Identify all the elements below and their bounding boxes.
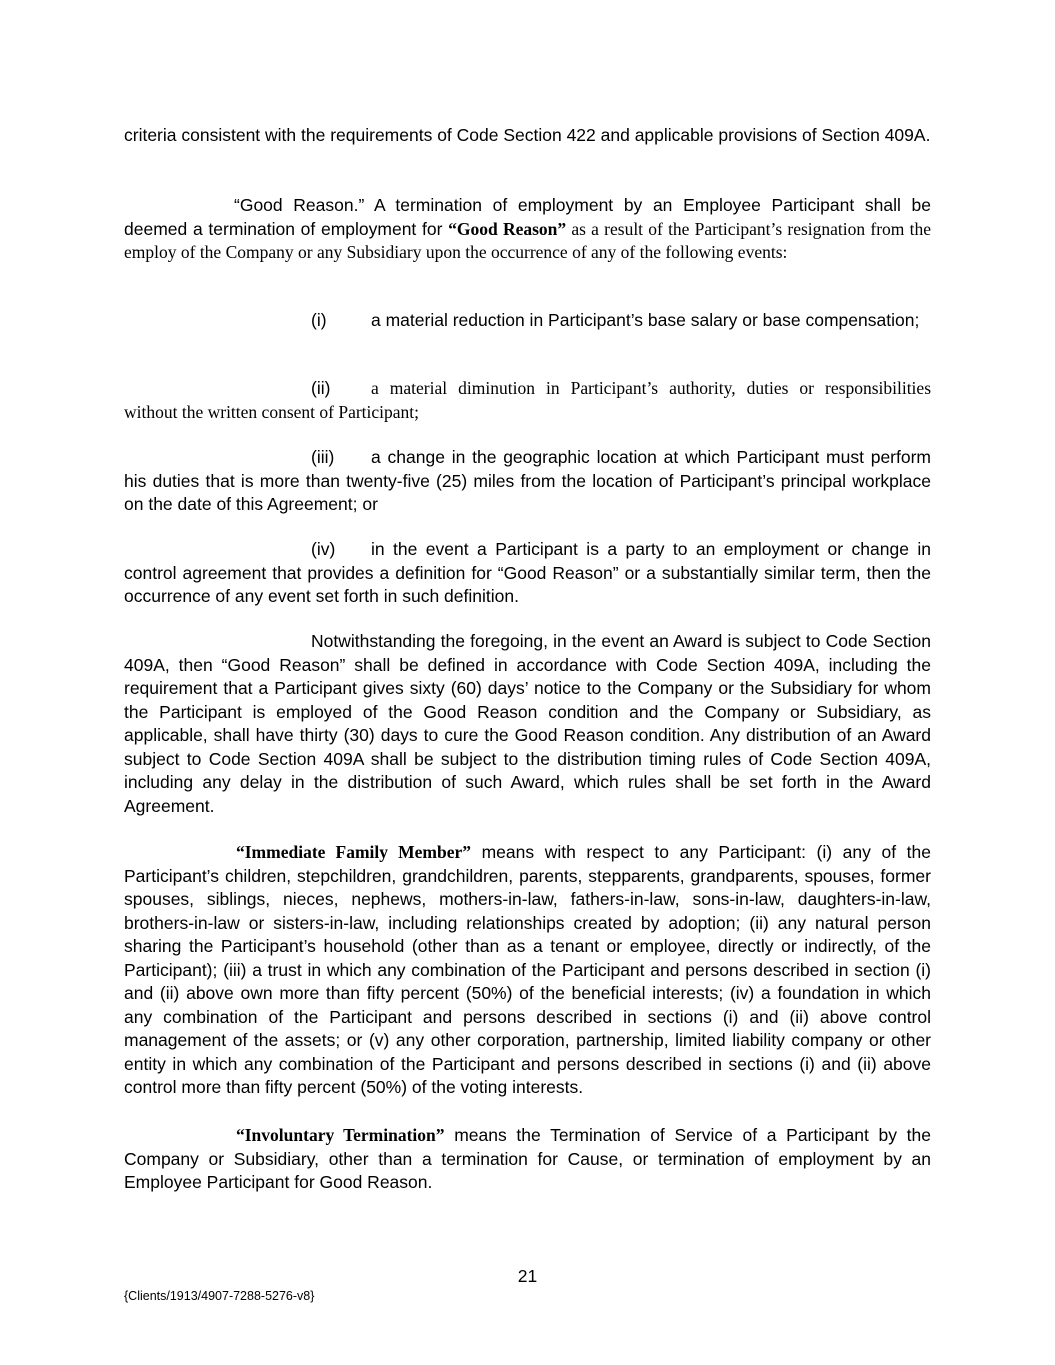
paragraph-text: Notwithstanding the foregoing, in the event an Award is subject to Code Section 409A, then “Good Reason” shall be defined in accordance with Code Section 409A, including the requirement that a Participant gives sixty (60) days’ notice to the Company or the Subsidiary for whom the Participant is employed of the Good Reason condition and the Company or Subsidiary, as applicable, shall have thirty (30) days to cure the Good Reason condition. Any distribution of an Award subject to Code Section 409A shall be subject to the distribution timing rules of Code Section 409A, including any delay in the distribution of such Award, which rules shall be set forth in the Award Agreement. xyxy=(124,631,931,816)
page-number: 21 xyxy=(517,1266,538,1286)
list-label: (iv) xyxy=(311,539,336,559)
list-label: (iii) xyxy=(311,447,335,467)
list-item-iii xyxy=(124,446,931,517)
paragraph-text: A termination of employment by an Employee Participant shall be deemed a termination of employment for xyxy=(124,195,932,239)
defined-term-bold: “Involuntary Termination” xyxy=(236,1125,445,1145)
list-text: in the event a Participant is a party to an employment or change in control agreement that provides a definition for “Good Reason” or a substantially similar term, then the occurrence of any event set forth in such definition. xyxy=(124,539,931,606)
list-item-iv xyxy=(124,538,931,609)
paragraph-notwithstanding xyxy=(124,630,931,818)
paragraph-text: as a result of the Participant’s resignation from the employ of the Company or any Subsidiary upon the occurrence of any of the following events: xyxy=(124,218,931,262)
paragraph-text: criteria consistent with the requirements of Code Section 422 and applicable provisions of Section 409A. xyxy=(124,125,931,145)
document-id: {Clients/1913/4907-7288-5276-v8} xyxy=(124,1289,315,1303)
paragraph-good-reason xyxy=(124,194,931,265)
list-text: a material diminution in Participant’s authority, duties or responsibilities without the written consent of Participant; xyxy=(124,378,931,422)
list-text: a change in the geographic location at which Participant must perform his duties that is more than twenty-five (25) miles from the location of Participant’s principal workplace on the date of this Agreement; or xyxy=(124,447,931,514)
paragraph-involuntary-termination xyxy=(124,1124,931,1195)
list-item-i xyxy=(124,309,931,333)
list-label: (i) xyxy=(311,310,327,330)
paragraph-text: means the Termination of Service of a Participant by the Company or Subsidiary, other than a termination for Cause, or termination of employment by an Employee Participant for Good Reason. xyxy=(124,1125,931,1192)
paragraph-text: means with respect to any Participant: (i) any of the Participant’s children, stepchildren, grandchildren, parents, stepparents, grandparents, spouses, former spouses, siblings, nieces, nephews, mothers-in-law, fathers-in-law, sons-in-law, daughters-in-law, brothers-in-law or sisters-in-law, including relationships created by adoption; (ii) any natural person sharing the Participant’s household (other than as a tenant or employee, directly or indirectly, of the Participant); (iii) a trust in which any combination of the Participant and persons described in section (i) and (ii) above own more than fifty percent (50%) of the beneficial interests; (iv) a foundation in which any combination of the Participant and persons described in sections (i) and (ii) above control management of the assets; or (v) any other corporation, partnership, limited liability company or other entity in which any combination of the Participant and persons described in sections (i) and (ii) above control more than fifty percent (50%) of the voting interests. xyxy=(124,842,931,1097)
defined-term-bold: “Immediate Family Member” xyxy=(236,842,472,862)
paragraph-continuation xyxy=(124,124,931,148)
list-text: a material reduction in Participant’s base salary or base compensation; xyxy=(371,310,920,330)
list-label: (ii) xyxy=(311,378,331,398)
list-item-ii xyxy=(124,377,931,424)
paragraph-immediate-family-member xyxy=(124,841,931,1100)
defined-term: “Good Reason.” xyxy=(234,195,365,215)
defined-term-bold: “Good Reason” xyxy=(448,218,567,239)
